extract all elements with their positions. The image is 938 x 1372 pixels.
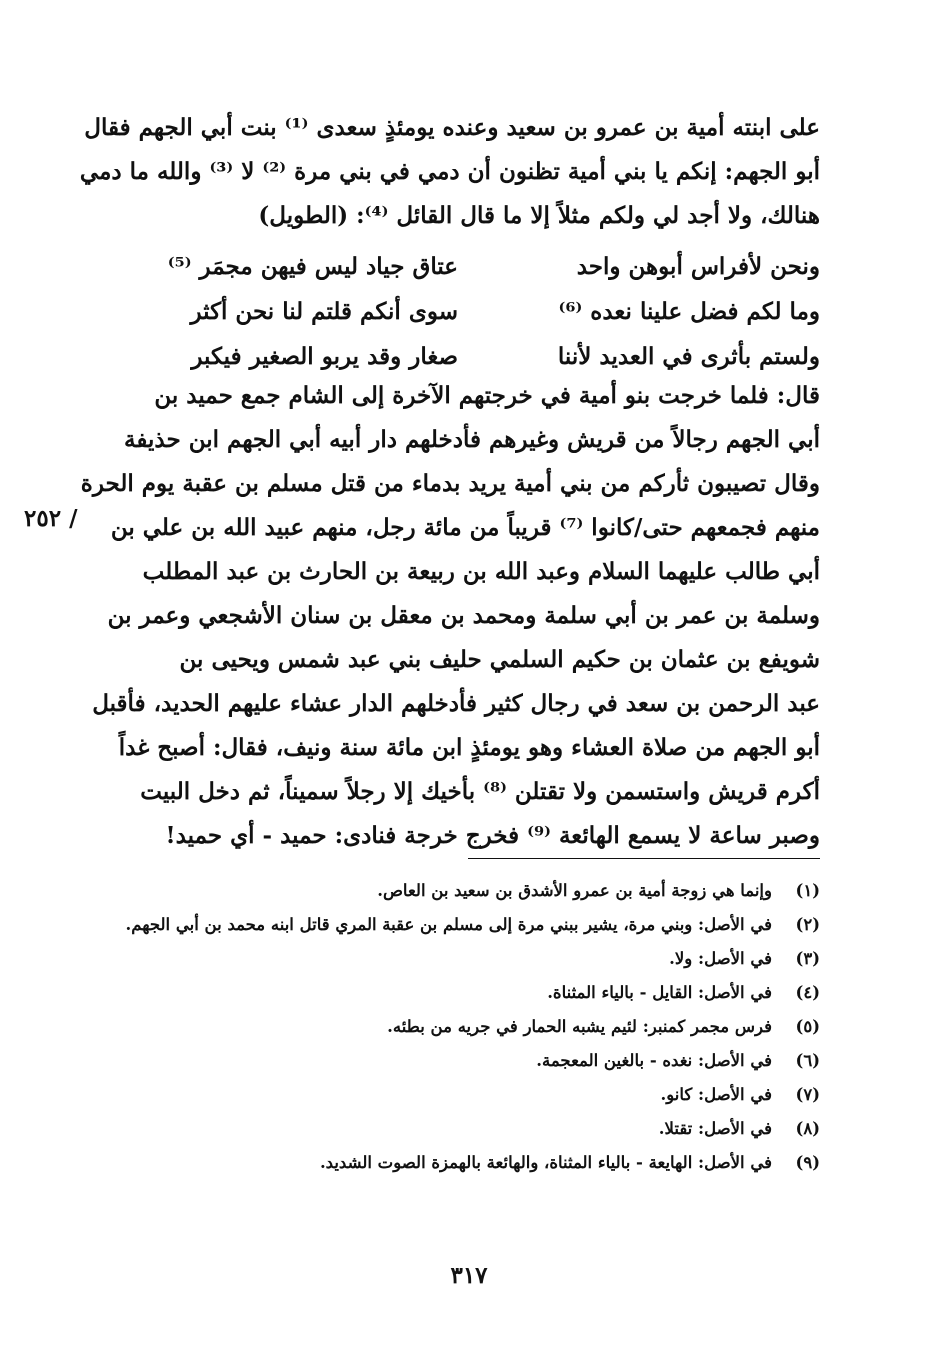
footnote [120, 1010, 820, 1044]
footnote [120, 1078, 820, 1112]
footnote [120, 908, 820, 942]
verse-first-hemistich: ونحن لأفراس أبوهن واحد [576, 253, 820, 280]
footnote-text: وإنما هي زوجة أمية بن عمرو الأشدق بن سعيد بن العاص. [377, 881, 772, 900]
poem-verse [120, 334, 820, 379]
footnote-text: في الأصل: كانو. [660, 1085, 772, 1104]
page-number: ٣١٧ [450, 1262, 488, 1289]
text-line: أبو الجهم: إنكم يا بني أمية تظنون أن دمي في بني مرة ⁽²⁾ لا ⁽³⁾ والله ما دمي [79, 158, 820, 185]
text-line: هنالك، ولا أجد لي ولكم مثلاً إلا ما قال القائل ⁽⁴⁾: (الطويل) [258, 202, 820, 229]
text-line: شويفع بن عثمان بن حكيم السلمي حليف بني عبد شمس ويحيى بن [179, 646, 820, 673]
verse-first-hemistich: وما لكم فضل علينا نعده ⁽⁶⁾ [558, 298, 820, 325]
footnote-text: في الأصل: وبني مرة، يشير ببني مرة إلى مسلم بن عقبة المري قاتل ابنه محمد بن أبي الجهم. [125, 915, 772, 934]
text-line: عبد الرحمن بن سعد في رجال كثير فأدخلهم الدار عشاء عليهم الحديد، فأقبل [92, 690, 820, 717]
text-line: أبي طالب عليهما السلام وعبد الله بن ربيعة بن الحارث بن عبد المطلب [142, 558, 820, 585]
footnote-text: في الأصل: تقتلا. [658, 1119, 772, 1138]
verse-first-hemistich: ولستم بأثرى في العديد لأننا [557, 343, 820, 370]
text-line: قال: فلما خرجت بنو أمية في خرجتهم الآخرة إلى الشام جمع حميد بن [154, 382, 820, 409]
text-line: وقال تصيبون ثأركم من بني أمية يريد بدماء من قتل مسلم بن عقبة يوم الحرة [80, 470, 820, 497]
poem-verse [120, 289, 820, 334]
footnote-text: في الأصل: الهايعة - بالياء المثناة، والهائعة بالهمزة الصوت الشديد. [319, 1153, 772, 1172]
footnote-number: (٦) [795, 1051, 820, 1070]
footnote-text: في الأصل: ولا. [669, 949, 772, 968]
footnote-number: (٤) [795, 983, 820, 1002]
poem [120, 244, 820, 379]
text-line: أبي الجهم رجالاً من قريش وغيرهم فأدخلهم دار أبيه أبي الجهم ابن حذيفة [124, 426, 820, 453]
footnote [120, 1112, 820, 1146]
text-line: منهم فجمعهم حتى/كانوا ⁽⁷⁾ قريباً من مائة رجل، منهم عبيد الله بن علي بن [110, 514, 820, 541]
verse-second-hemistich: عتاق جياد ليس فيهن مجمَر ⁽⁵⁾ [167, 253, 458, 280]
footnote [120, 1044, 820, 1078]
footnote [120, 874, 820, 908]
footnote-number: (٩) [795, 1153, 820, 1172]
footnote-number: (١) [795, 881, 820, 900]
paragraph-intro [79, 106, 820, 238]
poem-verse [120, 244, 820, 289]
footnote-number: (٨) [795, 1119, 820, 1138]
footnote [120, 976, 820, 1010]
verse-second-hemistich: صغار وقد يربو الصغير فيكبر [191, 343, 458, 370]
paragraph-narrative [80, 374, 820, 858]
verse-second-hemistich: سوى أنكم قلتم لنا نحن أكثر [190, 298, 458, 325]
margin-page-reference: / ٢٥٢ [24, 505, 78, 532]
text-line: أكرم قريش واستسمن ولا تقتلن ⁽⁸⁾ بأخيك إلا رجلاً سميناً، ثم دخل البيت [140, 778, 820, 805]
text-line: على ابنته أمية بن عمرو بن سعيد وعنده يومئذٍ سعدى ⁽¹⁾ بنت أبي الجهم فقال [84, 114, 820, 141]
footnote-number: (٢) [795, 915, 820, 934]
footnote-text: في الأصل: نغده - بالغين المعجمة. [536, 1051, 772, 1070]
text-line: وصبر ساعة لا يسمع الهائعة ⁽⁹⁾ فخرج خرجة فنادى: حميد - أي حميد! [165, 822, 820, 849]
footnote-number: (٣) [795, 949, 820, 968]
footnote-divider [468, 858, 820, 859]
text-line: أبو الجهم من صلاة العشاء وهو يومئذٍ ابن مائة سنة ونيف، فقال: أصبح غداً [118, 734, 820, 761]
footnote [120, 942, 820, 976]
footnote-text: في الأصل: القايل - بالياء المثناة. [547, 983, 772, 1002]
footnote-text: فرس مجمر كمنبر: لئيم يشبه الحمار في جريه من بطئه. [387, 1017, 772, 1036]
footnote-number: (٥) [795, 1017, 820, 1036]
footnote [120, 1146, 820, 1180]
footnotes [120, 874, 820, 1180]
footnote-number: (٧) [795, 1085, 820, 1104]
text-line: وسلمة بن عمر بن أبي سلمة ومحمد بن معقل بن سنان الأشجعي وعمر بن [107, 602, 820, 629]
